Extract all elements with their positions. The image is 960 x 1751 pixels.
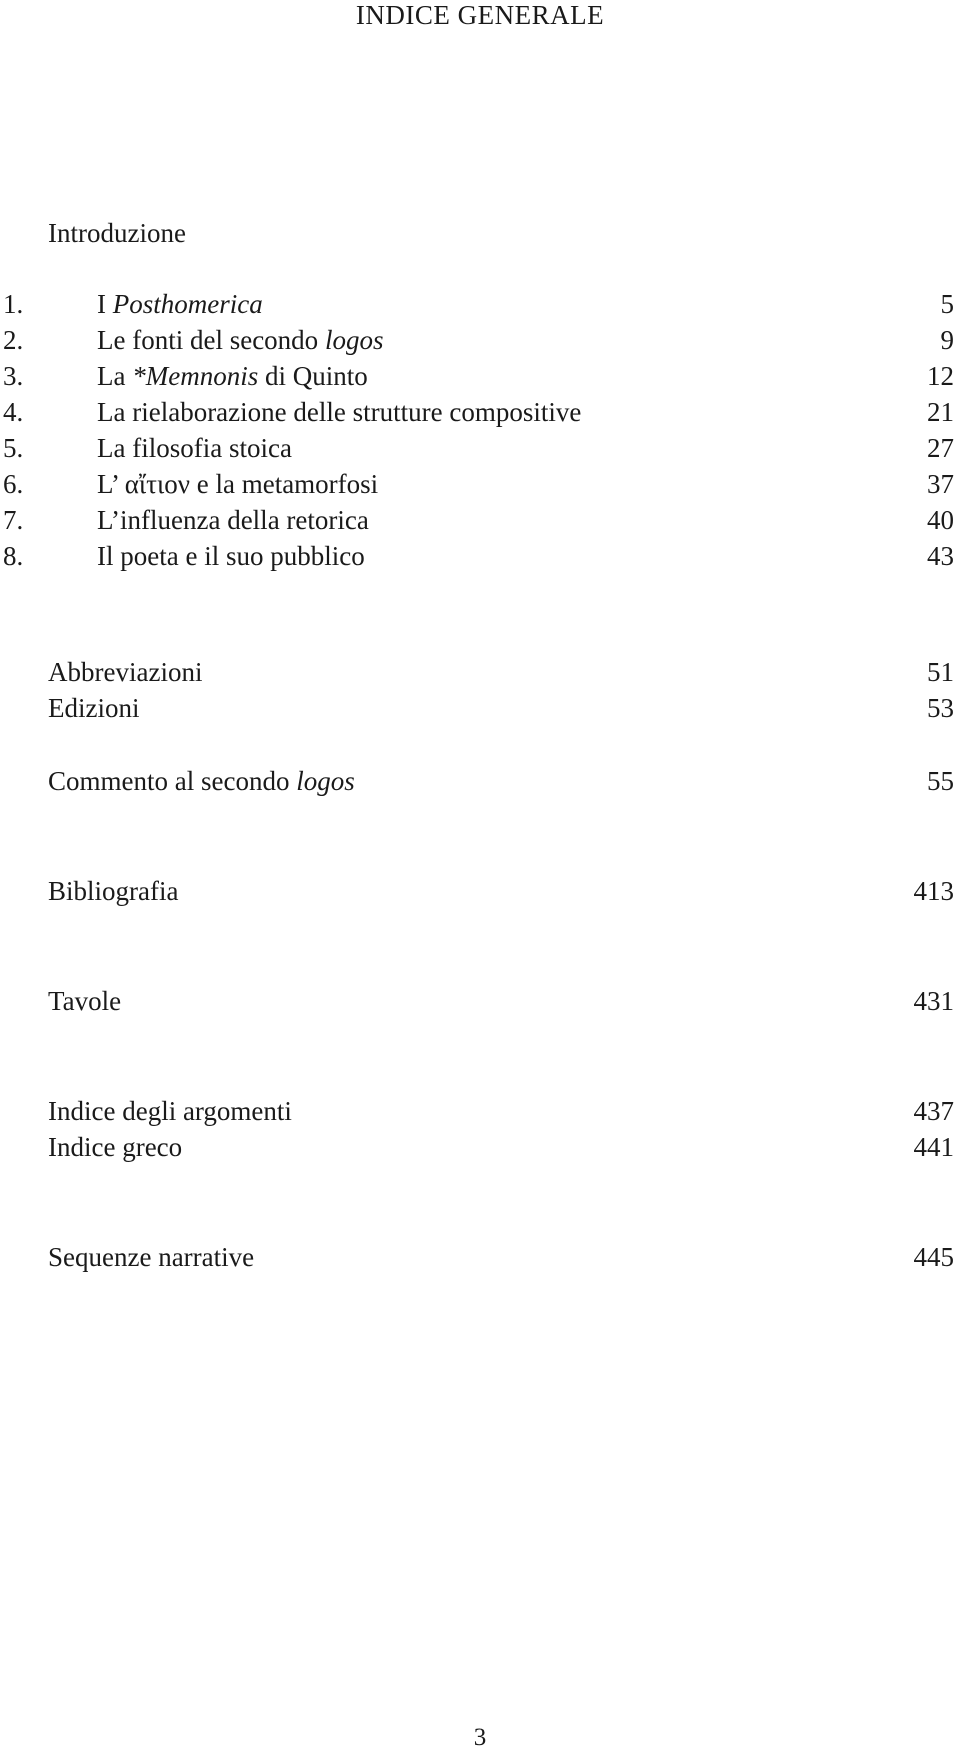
page-number: 12 [927, 361, 954, 391]
title-italic: logos [296, 766, 355, 796]
page-number: 431 [913, 986, 954, 1016]
folio-page-number: 3 [473, 1724, 487, 1751]
toc-chapter-7 [0, 502, 960, 538]
chapter-title [97, 394, 581, 430]
toc-entry-indice-argomenti [0, 1093, 960, 1129]
toc-entry-label [48, 763, 355, 799]
toc-entry-abbreviazioni [0, 654, 960, 690]
title-text: Il poeta e il suo pubblico [97, 541, 365, 571]
page-number: 437 [913, 1096, 954, 1126]
page-number: 5 [940, 289, 954, 319]
chapter-number: 7. [3, 505, 24, 535]
chapter-title [97, 538, 365, 574]
title-italic: logos [324, 325, 384, 355]
toc-chapter-1 [0, 286, 960, 322]
title-text: L’ αἴτιον e la metamorfosi [97, 469, 379, 499]
chapter-number: 2. [3, 325, 24, 355]
title-text: Le fonti del secondo [97, 325, 325, 355]
page-number: 51 [927, 657, 954, 687]
toc-entry-label: Indice greco [48, 1132, 183, 1162]
chapter-title [97, 466, 378, 502]
toc-entry-label: Bibliografia [48, 876, 179, 906]
title-text: La filosofia stoica [97, 433, 292, 463]
toc-chapter-6 [0, 466, 960, 502]
title-text: La rielaborazione delle strutture compositive [97, 397, 582, 427]
toc-chapter-2 [0, 322, 960, 358]
title-text: di Quinto [258, 361, 368, 391]
toc-entry-commento [0, 763, 960, 799]
chapter-title [97, 430, 292, 466]
chapter-number: 8. [3, 541, 24, 571]
toc-entry-label: Tavole [48, 986, 122, 1016]
toc-entry-label: Edizioni [48, 693, 140, 723]
page-number: 27 [927, 433, 954, 463]
toc-entry-edizioni [0, 690, 960, 726]
chapter-number: 4. [3, 397, 24, 427]
toc-entry-indice-greco [0, 1129, 960, 1165]
toc-chapter-8 [0, 538, 960, 574]
page-title: INDICE GENERALE [355, 0, 605, 30]
page-number: 413 [913, 876, 954, 906]
toc-entry-introduzione [0, 215, 960, 251]
toc-chapter-5 [0, 430, 960, 466]
chapter-number: 6. [3, 469, 24, 499]
page-number: 37 [927, 469, 954, 499]
title-text: Commento al secondo [48, 766, 297, 796]
title-italic: Posthomerica [112, 289, 263, 319]
page-number: 445 [913, 1242, 954, 1272]
page-number: 9 [940, 325, 954, 355]
title-text: La [97, 361, 133, 391]
page-number: 55 [927, 766, 954, 796]
chapter-title [97, 322, 383, 358]
title-text: L’influenza della retorica [97, 505, 369, 535]
toc-entry-label: Sequenze narrative [48, 1242, 255, 1272]
page-number: 21 [927, 397, 954, 427]
chapter-title [97, 358, 368, 394]
toc-entry-sequenze [0, 1239, 960, 1275]
toc-entry-bibliografia [0, 873, 960, 909]
title-italic: *Memnonis [132, 361, 259, 391]
page-number: 43 [927, 541, 954, 571]
chapter-number: 1. [3, 289, 24, 319]
toc-entry-label: Abbreviazioni [48, 657, 203, 687]
page-number: 40 [927, 505, 954, 535]
chapter-number: 5. [3, 433, 24, 463]
title-text: I [97, 289, 113, 319]
toc-entry-tavole [0, 983, 960, 1019]
toc-entry-label: Introduzione [48, 218, 186, 248]
chapter-title [97, 286, 263, 322]
chapter-title [97, 502, 369, 538]
page-number: 441 [913, 1132, 954, 1162]
toc-entry-label: Indice degli argomenti [48, 1096, 292, 1126]
page-number: 53 [927, 693, 954, 723]
toc-chapter-3 [0, 358, 960, 394]
toc-chapter-4 [0, 394, 960, 430]
chapter-number: 3. [3, 361, 24, 391]
